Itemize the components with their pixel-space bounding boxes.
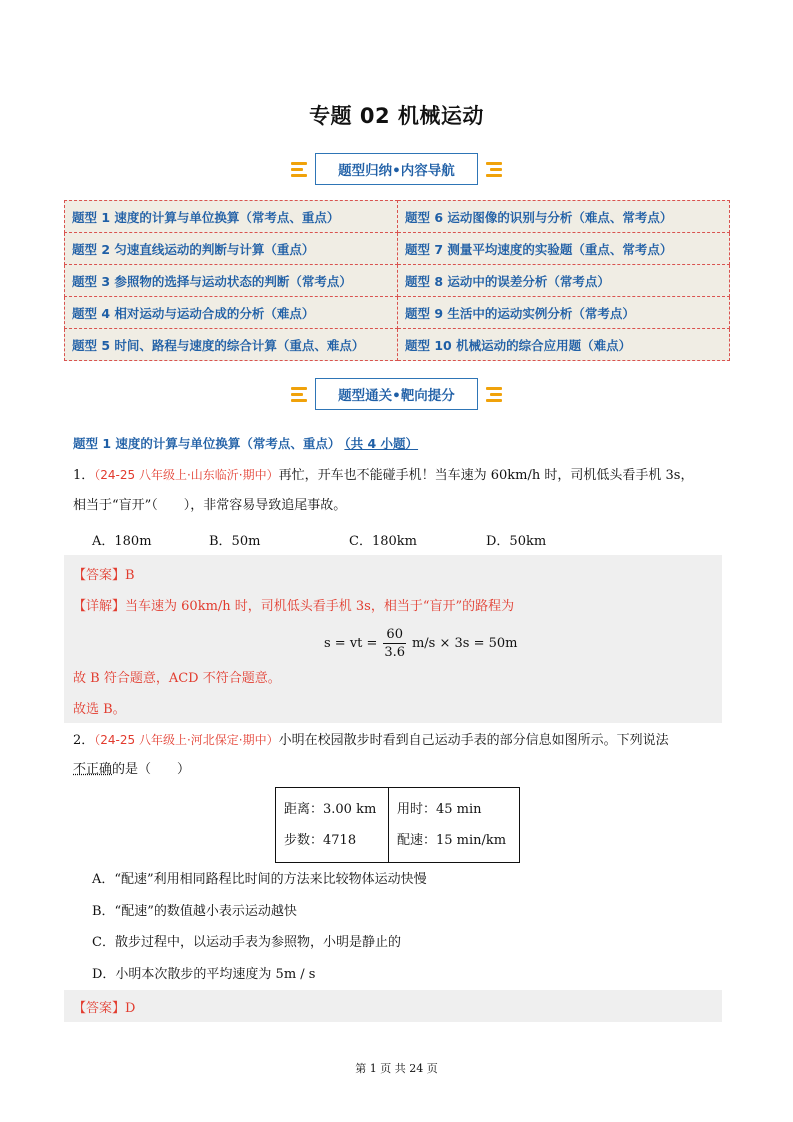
nav-item[interactable]: 题型 8 运动中的误差分析（常考点） — [398, 265, 730, 297]
topic-navigation-table — [64, 200, 730, 361]
answer-value: B — [125, 568, 135, 583]
speed-formula — [324, 627, 517, 660]
nav-item[interactable]: 题型 7 测量平均速度的实验题（重点、常考点） — [398, 233, 730, 265]
banner-deco-icon — [291, 387, 307, 402]
nav-item[interactable]: 题型 2 匀速直线运动的判断与计算（重点） — [65, 233, 398, 265]
formula-numerator: 60 — [383, 627, 406, 644]
question-1-stem-cont — [73, 496, 727, 516]
detail-text: 当车速为 60km/h 时，司机低头看手机 3s，相当于“盲开”的路程为 — [125, 599, 515, 614]
nav-row — [65, 297, 730, 329]
detail-line — [73, 595, 514, 614]
formula-denominator: 3.6 — [384, 645, 406, 660]
distance-value: 距离：3.00 km — [284, 802, 377, 817]
detail-label: 【详解】 — [73, 599, 126, 614]
emphasis-text: 不正确 — [73, 762, 113, 777]
answer-value: D — [125, 1001, 136, 1016]
option-a[interactable]: A．180m — [92, 534, 152, 549]
answer-line — [73, 564, 135, 583]
question-source: （24-25 八年级上·河北保定·期中） — [94, 733, 279, 747]
formula-fraction — [383, 627, 406, 660]
conclusion-line: 故选 B。 — [73, 702, 126, 717]
watch-data-table — [275, 787, 520, 863]
section-heading-text: 题型 1 速度的计算与单位换算（常考点、重点） — [73, 436, 341, 451]
steps-value: 步数：4718 — [284, 833, 357, 848]
question-2-answer-box — [64, 990, 722, 1022]
option-c[interactable]: C．180km — [349, 534, 417, 549]
question-count: （共 4 小题） — [344, 436, 419, 451]
nav-item[interactable]: 题型 4 相对运动与运动合成的分析（难点） — [65, 297, 398, 329]
banner-deco-icon — [486, 162, 502, 177]
question-2-stem-cont — [73, 760, 727, 780]
watch-right-cell — [389, 788, 520, 863]
option-b[interactable]: B．50m — [209, 534, 261, 549]
answer-label: 【答案】 — [73, 568, 126, 583]
nav-item[interactable]: 题型 3 参照物的选择与运动状态的判断（常考点） — [65, 265, 398, 297]
nav-row — [65, 201, 730, 233]
nav-item[interactable]: 题型 5 时间、路程与速度的综合计算（重点、难点） — [65, 329, 398, 361]
option-a[interactable]: A．“配速”利用相同路程比时间的方法来比较物体运动快慢 — [92, 872, 427, 887]
question-number: 1． — [73, 468, 95, 483]
option-d[interactable]: D．小明本次散步的平均速度为 5m / s — [92, 967, 316, 982]
section-heading — [73, 434, 418, 452]
nav-row — [65, 265, 730, 297]
question-number: 2． — [73, 733, 95, 748]
question-2-stem — [73, 730, 727, 751]
nav-row — [65, 329, 730, 361]
question-1-stem — [73, 465, 727, 486]
time-value: 用时：45 min — [397, 802, 482, 817]
page-title: 专题 02 机械运动 — [309, 104, 484, 128]
conclusion-line: 故 B 符合题意，ACD 不符合题意。 — [73, 671, 281, 686]
practice-banner — [0, 377, 793, 411]
option-d[interactable]: D．50km — [486, 534, 547, 549]
nav-row — [65, 233, 730, 265]
question-text: 相当于“盲开”（ ），非常容易导致追尾事故。 — [73, 498, 347, 513]
answer-label: 【答案】 — [73, 1001, 126, 1016]
banner-deco-icon — [486, 387, 502, 402]
nav-item[interactable]: 题型 6 运动图像的识别与分析（难点、常考点） — [398, 201, 730, 233]
question-source: （24-25 八年级上·山东临沂·期中） — [94, 468, 279, 482]
nav-item[interactable]: 题型 10 机械运动的综合应用题（难点） — [398, 329, 730, 361]
nav-banner-label: 题型归纳•内容导航 — [315, 153, 478, 185]
nav-item[interactable]: 题型 1 速度的计算与单位换算（常考点、重点） — [65, 201, 398, 233]
nav-item[interactable]: 题型 9 生活中的运动实例分析（常考点） — [398, 297, 730, 329]
answer-line — [73, 997, 135, 1016]
nav-banner — [0, 152, 793, 186]
page-footer: 第 1 页 共 24 页 — [355, 1062, 438, 1075]
option-b[interactable]: B．“配速”的数值越小表示运动越快 — [92, 904, 297, 919]
banner-deco-icon — [291, 162, 307, 177]
watch-left-cell — [276, 788, 389, 863]
pace-value: 配速：15 min/km — [397, 833, 507, 848]
question-text: 的是（ ） — [112, 762, 191, 777]
practice-banner-label: 题型通关•靶向提分 — [315, 378, 478, 410]
formula-right: m/s × 3s = 50m — [411, 636, 518, 651]
question-1-answer-box — [64, 555, 722, 723]
question-text: 再忙，开车也不能碰手机！当车速为 60km/h 时，司机低头看手机 3s， — [278, 468, 694, 483]
option-c[interactable]: C．散步过程中，以运动手表为参照物，小明是静止的 — [92, 935, 401, 950]
formula-left: s = vt = — [324, 636, 378, 651]
question-text: 小明在校园散步时看到自己运动手表的部分信息如图所示。下列说法 — [278, 733, 669, 748]
